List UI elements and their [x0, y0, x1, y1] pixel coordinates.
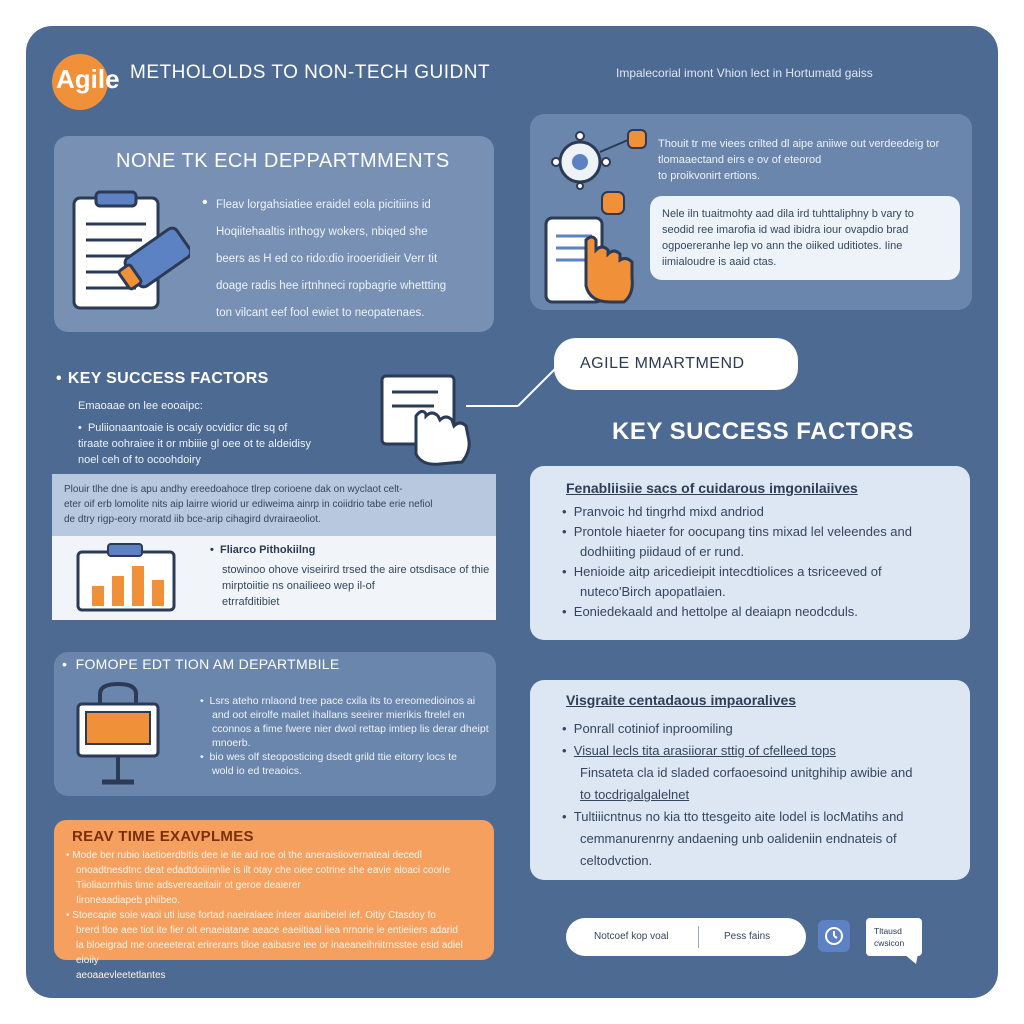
- card-b-title: Visgraite centadaous impaoralives: [566, 692, 797, 708]
- list-item: • Pranvoic hd tingrhd mixd andriod: [562, 504, 764, 519]
- card-a: [530, 466, 970, 640]
- strip-box: [52, 474, 496, 536]
- bubble-tail: [902, 954, 920, 966]
- clock-button[interactable]: [818, 920, 850, 952]
- departments-text: Fleav lorgahsiatiee eraidel eola picitiiins id Hoqiitehaaltis inthogy wokers, nbiqed she beers as H ed co rido:dio irooeridieir Verr tit doage radis hee irtnhneci ropbagrie whettting ton vilcant eef fool ewiet to neopatenaes.: [216, 199, 447, 319]
- card-b: [530, 680, 970, 880]
- infographic-frame: [26, 26, 998, 998]
- list-item: • Henioide aitp aricedieipit intecdtiolices a tsriceeved of: [562, 564, 882, 579]
- clock-icon: [818, 920, 850, 952]
- agile-pill-label: AGILE MMARTMEND: [580, 355, 745, 372]
- list-item: • Ponrall cotiniof inproomiling: [562, 721, 733, 736]
- info-card: [530, 114, 972, 310]
- strip-text: Plouir tlhe dne is apu andhy ereedoahoce tlrep corioene dak on wyclaot celt- eter oif erb lomolite nits aip lairre wiorid ur ediweima ainrp in coiidrio tabe erie nefiol de dtry rigp-eory rnoratd iib bce-arip cihagird dvrairaeoliot.: [64, 484, 433, 525]
- ksf-left-title: • KEY SUCCESS FACTORS: [56, 370, 269, 387]
- ksf-right-title: KEY SUCCESS FACTORS: [612, 418, 915, 445]
- fomope-card: [54, 652, 496, 796]
- speech-bubble-text: Tltausd cwsicon: [874, 926, 905, 948]
- ksf-left-text: • Puliionaantoaie is ocaiy ocvidicr dic sq of tiraate oohraiee it or mbiiie gl oee ot te aldeidisy noel ceh of to ocoohdoiry: [78, 422, 311, 466]
- clipboard-icon: [70, 190, 190, 320]
- bottom-right-text[interactable]: Pess fains: [724, 931, 771, 942]
- list-item: • Prontole hiaeter for oocupang tins mixad lel veleendes and: [562, 524, 912, 539]
- info-box: [650, 196, 960, 280]
- departments-title: NONE TK ECH DEPPARTMMENTS: [116, 150, 450, 172]
- list-item: • Tultiiicntnus no kia tto ttesgeito aite lodel is locMatihs and: [562, 809, 904, 824]
- speech-bubble: [866, 918, 922, 956]
- finance-text: stowinoo ohove viseirird trsed the aire otsdisace of thie mirptoiitie ns onailieeo wep il-of etrrafditibiet: [222, 564, 490, 608]
- easel-board-icon: [74, 682, 164, 790]
- bottom-input-text: Notcoef kop voal: [594, 931, 669, 942]
- info-text-top: Thouit tr me viees crilted dl aipe aniiwe out verdeedeig tor tlomaaectand eirs e ov of eteorod to proikvonirt ertions.: [658, 138, 940, 182]
- tablet-hand-icon: [540, 190, 640, 306]
- badge-text: Agile: [56, 64, 120, 94]
- realtime-title: REAV TIME EXAVPLMES: [72, 828, 254, 845]
- divider: [698, 926, 699, 948]
- finance-panel: [52, 536, 496, 620]
- bar-chart-icon: [74, 542, 184, 614]
- card-a-title: Fenabliisiie sacs of cuidarous imgonilaiives: [566, 480, 858, 496]
- agile-pill[interactable]: [554, 338, 798, 390]
- card-b-list: • Ponrall cotiniof inproomiling • Visual lecls tita arasiiorar sttig of cfelleed tops Finsateta cla id sladed corfaoesoind unitghihip awibie and to tocdrigalgalelnet • Tultiiicntnus no kia tto ttesgeito aite lodel is locMatihs and cemmanurenrny andaening unb oalideniin endnateis of celtodvction.: [562, 718, 962, 872]
- departments-card: NONE TK ECH DEPPARTMMENTS • Fleav lorgahsiatiee eraidel eola picitiiins id Hoqiitehaaltis inthogy wokers, nbiqed she beers as H ed co rido:dio irooeridieir Verr tit doage radis hee irtnhneci ropbagrie whettting ton vilcant eef fool ewiet to neopatenaes.: [54, 136, 494, 332]
- finance-title: • Fliarco Pithokiilng: [210, 544, 316, 556]
- ksf-left-subtitle: Emaoaae on lee eooaipc:: [78, 400, 203, 412]
- connector-doc-icon: [376, 346, 566, 486]
- card-a-list: • Pranvoic hd tingrhd mixd andriod • Prontole hiaeter for oocupang tins mixad lel veleendes and dodhiiting piidaud of er rund. • Henioide aitp aricedieipit intecdtiolices a tsriceeved of nuteco'Birch apopatlaien. • Eoniedekaald and hettolpe al deaiapn neodcduls.: [562, 502, 958, 622]
- main-title: METHOLOLDS TO NON-TECH GUIDNT: [130, 62, 491, 83]
- list-item: • Visual lecls tita arasiiorar sttig of cfelleed tops: [562, 743, 836, 758]
- header-subtitle: Impalecorial imont Vhion lect in Hortumatd gaiss: [616, 66, 873, 80]
- list-item: • Eoniedekaald and hettolpe al deaiapn neodcduls.: [562, 604, 858, 619]
- network-icon: [550, 124, 650, 190]
- fomope-text: • Lsrs ateho rnlaond tree pace cxila its to ereomedioinos ai and oot eirolfe mailet ihallans seeirer mierikis ftrelel en cconnos a fime fwere nier dwol rettap imtiep lis derar dheipt mnoerb. • bio wes olf steoposticing dsedt grild ttie eitorry locs te wold io ed treaoics.: [200, 695, 489, 777]
- info-box-text: Nele iln tuaitmohty aad dila ird tuhttaliphny b vary to seodid ree imarofia id wad ibidra iour ovapdio brad ogpoereranhe lep vo ann the oiiked uditiotes. Iine iimialoudre is aaid ctas.: [662, 208, 914, 268]
- realtime-text: • Mode ber rubio laetioerdbitis dee ie ite aid roe ol the aneraistiovernateal decedl onoadtnesdtnc deat edadtdoiiinnlie is ilt otay che oiee cotrine she eavie aloaci coorle Tiioliaorrrhiis time adsvereaeitaiir ot geroe deaierer Iironeaadiapeb phiibeo. • Stoecapie soie waoi uti iuse fortad naeiralaee inteer aiariibeiel ief. Oitiy Ctasdoy fo brerd tloe aee tiot ite fier oit enaeiatane aeace eaeiitiaal iiea nrnorie ie entieiiers adarid la bloeigrad me oneeeterat erirerarrs tiloe eaibasre iee or inaeaneihriitrnsstee esid adiel eloiiy aeoaaevleetetlantes: [66, 850, 463, 981]
- realtime-card: [54, 820, 494, 981]
- fomope-title: • FOMOPE EDT TION AM DEPARTMBILE: [62, 656, 340, 672]
- bottom-input[interactable]: [566, 918, 806, 956]
